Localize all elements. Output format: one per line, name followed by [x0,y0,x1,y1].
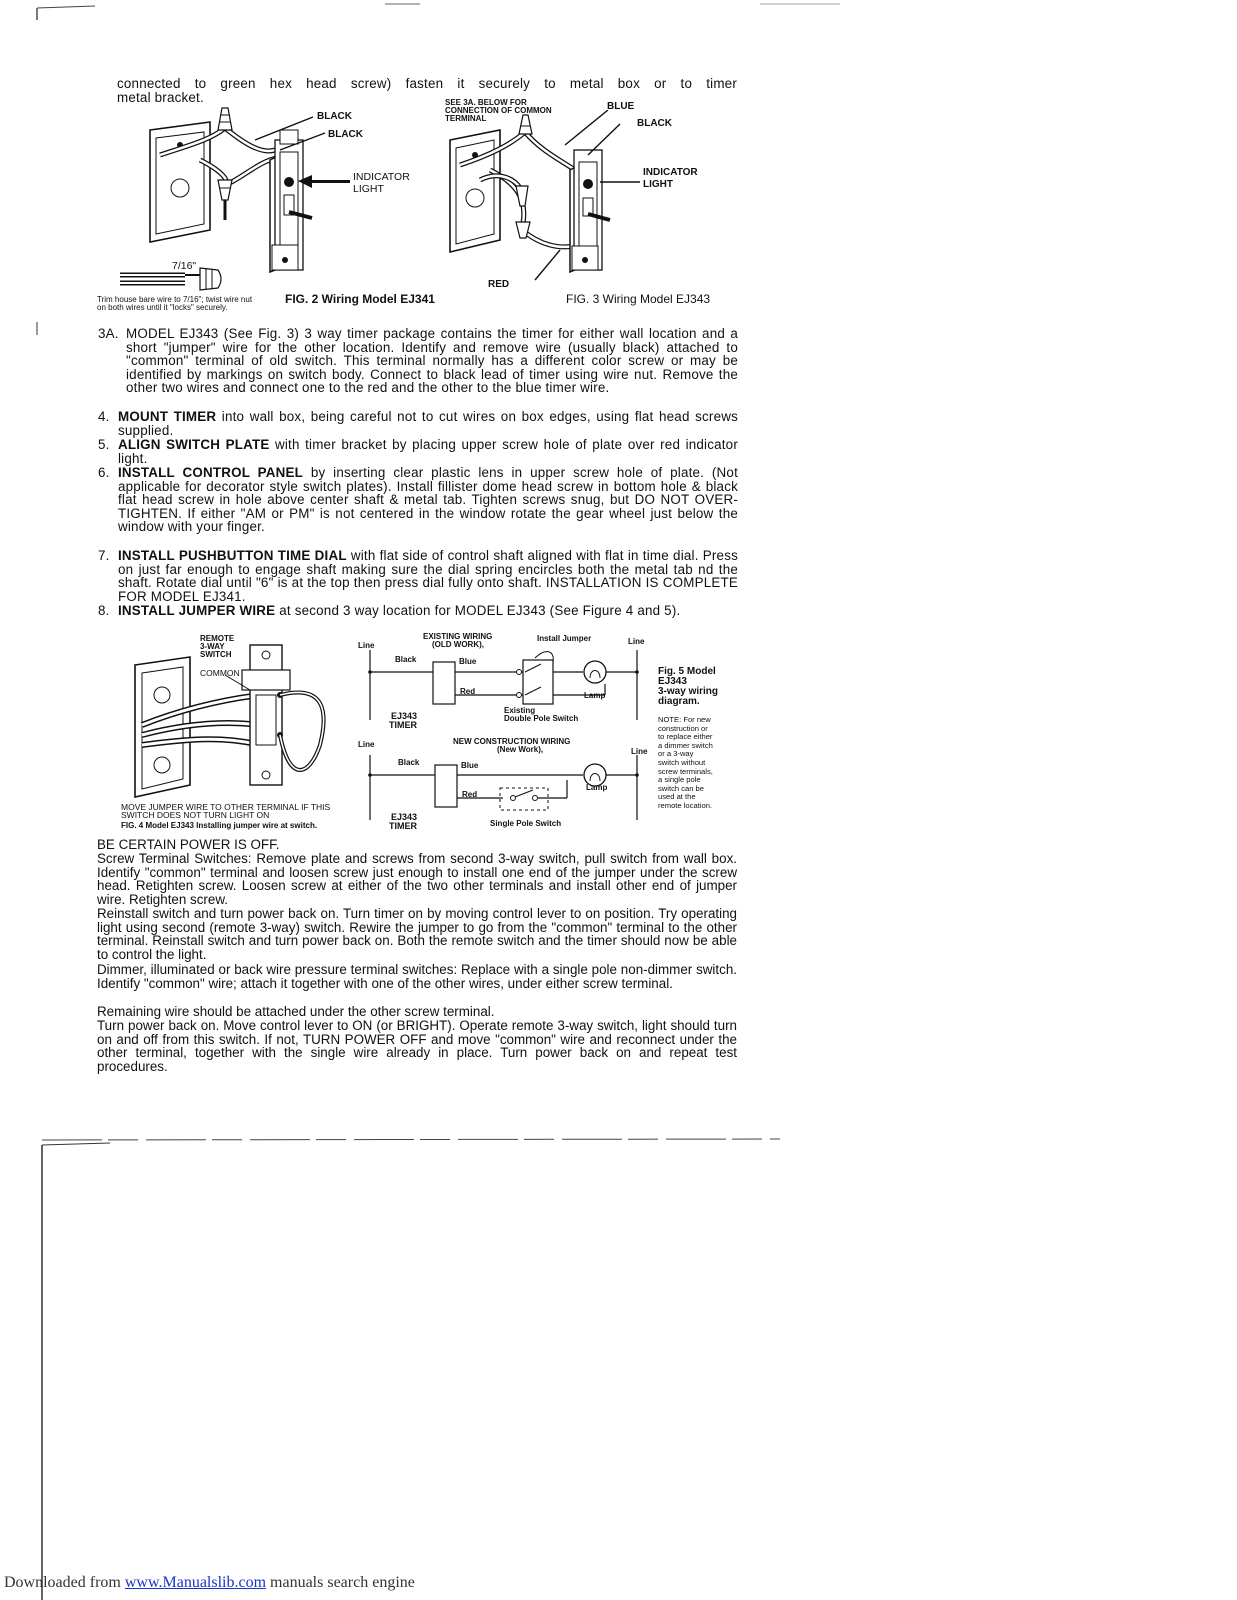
step-7 [98,549,738,603]
fig5-note-line: NOTE: For new [658,715,711,724]
step-number: 5. [98,437,110,452]
step-4 [98,410,738,437]
paragraph-dimmer: Dimmer, illuminated or back wire pressure terminal switches: Replace with a single pole non-dimmer switch. Identify "common" wire; attach it together with one of the other wires, under either screw terminal. [97,962,737,991]
fig2-trim-note-1: Trim house bare wire to 7/16"; twist wire nut [97,295,253,304]
fig5-blue-top: Blue [459,657,477,666]
step-number: 3A. [98,326,119,341]
fig5-ej343-bottom: EJ343 [391,812,418,822]
step-body: at second 3 way location for MODEL EJ343 (See Figure 4 and 5). [275,603,681,618]
fig3-see-note-1: SEE 3A. BELOW FOR [445,98,527,107]
footer-prefix: Downloaded from [4,1574,125,1591]
fig3-wall-box [450,130,500,252]
step-number: 4. [98,409,110,424]
fig4-caption: FIG. 4 Model EJ343 Installing jumper wire at switch. [121,821,318,830]
fig5-note-line: remote location. [658,800,713,810]
fig5-caption-3: 3-way wiring [658,686,719,697]
fig5-single-pole: Single Pole Switch [490,819,562,828]
intro-line-1: connected to green hex head screw) fasten it securely to metal box or to timer [117,76,737,91]
fig5-existing-title-2: (OLD WORK), [432,640,484,649]
fig2-wire-length: 7/16" [172,260,197,272]
fig2-label-indicator-2: LIGHT [353,183,384,195]
fig5-black-bottom: Black [398,758,420,767]
fig5-timer-top: TIMER [389,720,417,730]
fig5-lamp-top-label: Lamp [584,691,606,700]
fig3-drawing [440,110,670,285]
fig2-wire-nut-bottom [218,180,232,200]
fig2-label-black-2: BLACK [328,129,363,140]
fig5-note-line: switch can be [658,783,705,793]
paragraph-turn-power-on: Turn power back on. Move control lever to ON (or BRIGHT). Operate remote 3-way switch, light should turn on and off from this switch. If not, TURN POWER OFF and move "common" wire and reconnect under the other terminal, together with the single wire already in place. Turn power back on and repeat test procedures. [97,1018,737,1074]
step-title: INSTALL CONTROL PANEL [118,465,304,480]
intro-line-2: metal bracket. [117,90,204,105]
fig5-new-title-1: NEW CONSTRUCTION WIRING [453,737,571,746]
fig3-label-blue: BLUE [607,101,635,112]
fig5-new-title-2: (New Work), [497,745,544,754]
download-footer [4,1574,415,1592]
fig5-red-top: Red [460,687,476,696]
fig5-note-line: switch without [658,757,706,767]
step-title: MOUNT TIMER [118,409,217,424]
fig2-wire-nut-top [218,108,232,130]
fig3-label-red: RED [488,279,510,290]
fig5-caption-4: diagram. [658,696,700,707]
fig2-timer-switch [270,130,312,272]
step-5 [98,438,738,465]
fig4-remote-3: SWITCH [200,650,232,659]
fig5-note-line: used at the [658,792,696,802]
step-6 [98,466,738,534]
step-body: with timer bracket by placing upper screw hole of plate over red indicator light. [118,437,738,466]
fig5-caption-1: Fig. 5 Model [658,666,716,677]
fig5-note-line: construction or [658,723,708,733]
fig5-timer-bottom: TIMER [389,821,417,831]
fig5-line-bottom-left: Line [358,740,375,749]
fig4-move-1: MOVE JUMPER WIRE TO OTHER TERMINAL IF THIS [121,802,331,812]
step-number: 8. [98,603,110,618]
fig5-line-bottom-right: Line [631,747,648,756]
fig5-existing-title-1: EXISTING WIRING [423,632,493,641]
fig4-drawing [120,635,350,805]
fig3-label-indicator-1: INDICATOR [643,167,698,178]
fig3-timer-switch [570,150,610,272]
fig4-remote-1: REMOTE [200,634,235,643]
fig5-note-line: or a 3-way [658,749,694,759]
fig5-caption-2: EJ343 [658,676,687,687]
fig5-existing-dp-1: Existing [504,706,536,715]
step-number: 6. [98,465,110,480]
fig2-trim-note-2: on both wires until it "locks" securely. [97,303,228,312]
fig5-lamp-top [584,661,606,683]
power-off-warning: BE CERTAIN POWER IS OFF. [97,837,280,852]
fig5-blue-bottom: Blue [461,761,479,770]
footer-suffix: manuals search engine [266,1574,415,1591]
fig5-red-bottom: Red [462,790,478,799]
manualslib-link[interactable]: www.Manualslib.com [124,1574,267,1591]
fig5-note-line: a single pole [658,775,701,785]
step-body: by inserting clear plastic lens in upper screw hole of plate. (Not applicable for decorator style switch plates). Install fillister dome head screw in bottom hole & black flat head screw in hole above center shaft & metal tab. Tighten screws snug, but DO NOT OVER-TIGHTEN. If either "AM or PM" is not centered in the window rotate the gear wheel just below the window with your finger. [118,465,738,535]
fig3-see-note-2: CONNECTION OF COMMON [445,106,552,115]
fig2-caption: FIG. 2 Wiring Model EJ341 [285,292,435,306]
step-number: 7. [98,548,110,563]
fig5-lamp-bottom-label: Lamp [586,783,608,792]
fig4-move-2: SWITCH DOES NOT TURN LIGHT ON [121,810,270,820]
fig5-ej343-top: EJ343 [391,711,418,721]
fig5-note-line: to replace either [658,732,713,742]
fig5-line-top-left: Line [358,641,375,650]
fig2-stripped-wire [120,268,221,290]
fig5-note-line: screw terminals, [658,766,713,776]
paragraph-reinstall: Reinstall switch and turn power back on. Turn timer on by moving control lever to on position. Try operating light using second (remote 3-way) switch. Rewire the jumper to go from the "common" terminal to the other terminal. Reinstall switch and turn power back on. Both the remote switch and the timer should now be able to control the light. [97,906,737,962]
fig4-remote-switch [242,645,290,785]
step-body: with flat side of control shaft aligned with flat in time dial. Press on just far enough to engage shaft making sure the dial spring encircles both the metal tab nd the shaft. Rotate dial until "6" is at the top then press dial fully onto shaft. INSTALLATION IS COMPLETE FOR MODEL EJ341. [118,548,738,604]
fig2-label-indicator-1: INDICATOR [353,171,410,183]
fig5-black-top: Black [395,655,417,664]
paragraph-remaining-wire: Remaining wire should be attached under the other screw terminal. [97,1004,495,1019]
fig5-line-top-right: Line [628,637,645,646]
fig4-remote-2: 3-WAY [200,642,225,651]
step-8 [98,604,738,618]
step-title: INSTALL PUSHBUTTON TIME DIAL [118,548,347,563]
fig3-caption: FIG. 3 Wiring Model EJ343 [566,292,711,306]
fig5-install-jumper: Install Jumper [537,634,592,643]
step-title: INSTALL JUMPER WIRE [118,603,276,618]
fig5-note-line: a dimmer switch [658,740,713,750]
step-body: MODEL EJ343 (See Fig. 3) 3 way timer package contains the timer for either wall location and a short "jumper" wire for the other location. Identify and remove wire (usually black) attached to "common" terminal of old switch. This terminal normally has a different color screw or may be identified by markings on switch body. Connect to black lead of timer using wire nut. Remove the other two wires and connect one to the red and the other to the blue timer wire. [126,326,738,396]
step-body: into wall box, being careful not to cut wires on box edges, using flat head screws supplied. [118,409,738,438]
step-3a [98,327,738,395]
fig3-wire-nut-middle [516,186,528,206]
fig3-label-black: BLACK [637,118,672,129]
fig5-existing-dp-2: Double Pole Switch [504,714,579,723]
fig2-label-black-1: BLACK [317,111,352,122]
fig5-note [658,716,713,811]
fig4-common: COMMON [200,668,240,678]
fig3-label-indicator-2: LIGHT [643,179,673,190]
fig3-wire-nut-top [519,115,532,134]
step-title: ALIGN SWITCH PLATE [118,437,270,452]
paragraph-screw-terminal: Screw Terminal Switches: Remove plate and screws from second 3-way switch, pull switch from wall box. Identify "common" terminal and loosen screw just enough to install one end of the jumper under the screw head. Retighten screw. Loosen screw at either of the two other terminals and install other end of jumper wire. Retighten screw. [97,851,737,907]
fig3-see-note-3: TERMINAL [445,114,487,123]
fig2-drawing [100,100,440,300]
